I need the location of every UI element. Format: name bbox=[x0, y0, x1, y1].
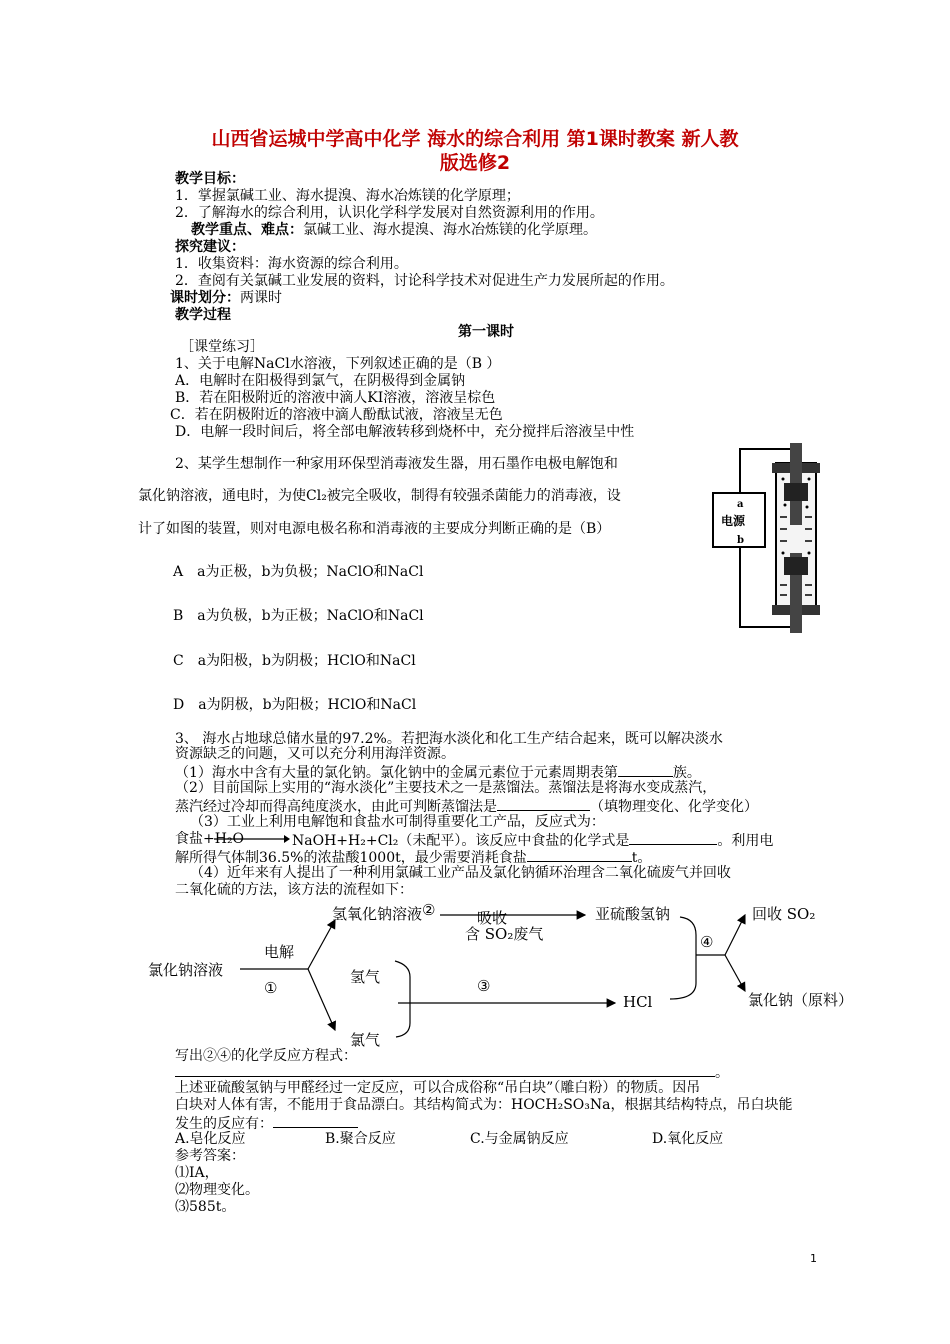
answer-3: ⑶585t。 bbox=[175, 1199, 236, 1215]
q3-part1-end: 族。 bbox=[672, 765, 701, 781]
explore-label: 探究建议： bbox=[175, 239, 245, 255]
process-label: 教学过程 bbox=[175, 307, 231, 323]
q3-part3-unit: t。 bbox=[631, 850, 652, 866]
q2-option-d: D a为阴极，b为阳极；HClO和NaCl bbox=[173, 697, 417, 713]
q3-part3-line2-end: 。利用电 bbox=[717, 833, 774, 849]
answer-1: ⑴ⅠA， bbox=[175, 1165, 219, 1181]
q1-option-b: B．若在阳极附近的溶液中滴人KI溶液，溶液呈棕色 bbox=[175, 390, 496, 406]
option-a: A.皂化反应 bbox=[175, 1131, 246, 1147]
answers-label: 参考答案： bbox=[175, 1148, 245, 1164]
flow-cl2: 氯气 bbox=[350, 1031, 381, 1049]
q2-line2: 氯化钠溶液，通电时，为使Cl₂被完全吸收，制得有较强杀菌能力的消毒液，设 bbox=[138, 488, 621, 504]
option-c: C.与金属钠反应 bbox=[470, 1131, 569, 1147]
flow-nacl-solution: 氯化钠溶液 bbox=[148, 961, 224, 979]
q3-line2: 资源缺乏的问题，又可以充分利用海洋资源。 bbox=[175, 746, 455, 762]
q3-part1-blank[interactable] bbox=[618, 762, 673, 777]
flow-step3: ③ bbox=[477, 977, 491, 995]
reaction-arrow-icon bbox=[214, 832, 290, 846]
fig-label-a: a bbox=[737, 499, 744, 510]
fig-label-power: 电源 bbox=[721, 514, 746, 528]
explore-1: 1．收集资料：海水资源的综合利用。 bbox=[175, 256, 408, 272]
q2-option-c: C a为阳极，b为阴极；HClO和NaCl bbox=[173, 653, 416, 669]
page-number: 1 bbox=[810, 1252, 817, 1265]
rongalite-answer-blank[interactable] bbox=[273, 1113, 358, 1128]
flow-nahso3: 亚硫酸氢钠 bbox=[595, 905, 671, 923]
option-d: D.氧化反应 bbox=[652, 1131, 724, 1147]
q3-part3-line3: 解所得气体制36.5%的浓盐酸1000t，最少需要消耗食盐 bbox=[175, 850, 527, 866]
q3-part4-line2: 二氧化硫的方法，该方法的流程如下： bbox=[175, 882, 413, 898]
flow-nacl-raw: 氯化钠（原料） bbox=[748, 991, 854, 1009]
q3-part2-end: （填物理变化、化学变化） bbox=[590, 799, 758, 815]
explore-2: 2．查阅有关氯碱工业发展的资料，讨论科学技术对促进生产力发展所起的作用。 bbox=[175, 273, 674, 289]
flow-step4: ④ bbox=[700, 933, 714, 951]
answer-2: ⑵物理变化。 bbox=[175, 1182, 259, 1198]
flow-so2-gas: 含 SO₂废气 bbox=[465, 925, 544, 943]
practice-label: ［课堂练习］ bbox=[180, 339, 264, 355]
flow-hcl: HCl bbox=[623, 993, 653, 1011]
fig-label-b: b bbox=[737, 535, 744, 546]
goal-2: 2．了解海水的综合利用，认识化学科学发展对自然资源利用的作用。 bbox=[175, 205, 604, 221]
q3-part2-blank[interactable] bbox=[497, 796, 590, 811]
q2-option-b: B a为负极，b为正极；NaClO和NaCl bbox=[173, 608, 424, 624]
keypoints-text: 氯碱工业、海水提溴、海水冶炼镁的化学原理。 bbox=[303, 222, 597, 238]
q3-part4-line1: （4）近年来有人提出了一种利用氯碱工业产品及氯化钠循环治理含二氧化硫废气并回收 bbox=[190, 865, 731, 881]
goal-1: 1．掌握氯碱工业、海水提溴、海水冶炼镁的化学原理； bbox=[175, 188, 520, 204]
document-title-line2: 版选修2 bbox=[439, 152, 511, 174]
option-b: B.聚合反应 bbox=[325, 1131, 396, 1147]
q2-option-a: A a为正极，b为负极；NaClO和NaCl bbox=[173, 564, 424, 580]
q3-part1: （1）海水中含有大量的氯化钠。氯化钠中的金属元素位于元素周期表第 bbox=[175, 765, 618, 781]
q3-part3-line2-left: 食盐+H₂O bbox=[175, 831, 245, 847]
flow-step1: ① bbox=[264, 979, 278, 997]
flow-step2: ② bbox=[422, 901, 436, 919]
electrolysis-apparatus-figure bbox=[705, 435, 823, 653]
write-equations-prompt: 写出②④的化学反应方程式： bbox=[175, 1048, 357, 1064]
document-title-line1: 山西省运城中学高中化学 海水的综合利用 第1课时教案 新人教 bbox=[211, 128, 739, 150]
q3-part2-line1: （2）目前国际上实用的“海水淡化”主要技术之一是蒸馏法。蒸馏法是将海水变成蒸汽， bbox=[175, 780, 717, 796]
q3-part3-mass-blank[interactable] bbox=[527, 847, 632, 862]
write-equations-end: 。 bbox=[715, 1065, 729, 1081]
equations-answer-blank[interactable] bbox=[175, 1062, 715, 1077]
q3-part3-line1: （3）工业上利用电解饱和食盐水可制得重要化工产品，反应式为： bbox=[190, 814, 605, 830]
rongalite-line3: 发生的反应有： bbox=[175, 1116, 273, 1132]
q3-line1: 3、 海水占地球总储水量的97.2%。若把海水淡化和化工生产结合起来，既可以解决淡水 bbox=[175, 731, 723, 747]
q3-part2-line2: 蒸汽经过冷却而得高纯度淡水，由此可判断蒸馏法是 bbox=[175, 799, 497, 815]
process-flow-diagram bbox=[140, 895, 854, 1060]
keypoints-label: 教学重点、难点： bbox=[191, 222, 303, 238]
flow-naoh-solution: 氢氧化钠溶液 bbox=[332, 905, 423, 923]
lesson-title: 第一课时 bbox=[458, 324, 514, 340]
q3-part3-formula-blank[interactable] bbox=[629, 830, 717, 845]
q1-option-c: C．若在阴极附近的溶液中滴人酚酞试液，溶液呈无色 bbox=[170, 407, 503, 423]
period-label: 课时划分： bbox=[170, 290, 240, 306]
q2-line1: 2、某学生想制作一种家用环保型消毒液发生器，用石墨作电极电解饱和 bbox=[175, 456, 618, 472]
flow-absorb: 吸收 bbox=[477, 909, 508, 927]
q1-option-a: A．电解时在阳极得到氯气，在阴极得到金属钠 bbox=[175, 373, 466, 389]
flow-h2: 氢气 bbox=[350, 968, 381, 986]
q2-line3: 计了如图的装置，则对电源电极名称和消毒液的主要成分判断正确的是（B） bbox=[138, 521, 611, 537]
q1-stem: 1、关于电解NaCl水溶液，下列叙述正确的是（B ） bbox=[175, 356, 501, 372]
q1-option-d: D．电解一段时间后，将全部电解液转移到烧杯中，充分搅拌后溶液呈中性 bbox=[175, 424, 635, 440]
period-text: 两课时 bbox=[240, 290, 282, 306]
q3-part3-line2-mid: NaOH+H₂+Cl₂（未配平）。该反应中食盐的化学式是 bbox=[292, 833, 630, 849]
flow-electrolysis: 电解 bbox=[264, 943, 295, 961]
rongalite-line1: 上述亚硫酸氢钠与甲醛经过一定反应，可以合成俗称“吊白块”（雕白粉）的物质。因吊 bbox=[175, 1080, 701, 1096]
goals-label: 教学目标： bbox=[175, 171, 245, 187]
flow-recover-so2: 回收 SO₂ bbox=[752, 905, 816, 923]
rongalite-line2: 白块对人体有害，不能用于食品漂白。其结构简式为：HOCH₂SO₃Na，根据其结构特点，吊白块能 bbox=[175, 1097, 793, 1113]
